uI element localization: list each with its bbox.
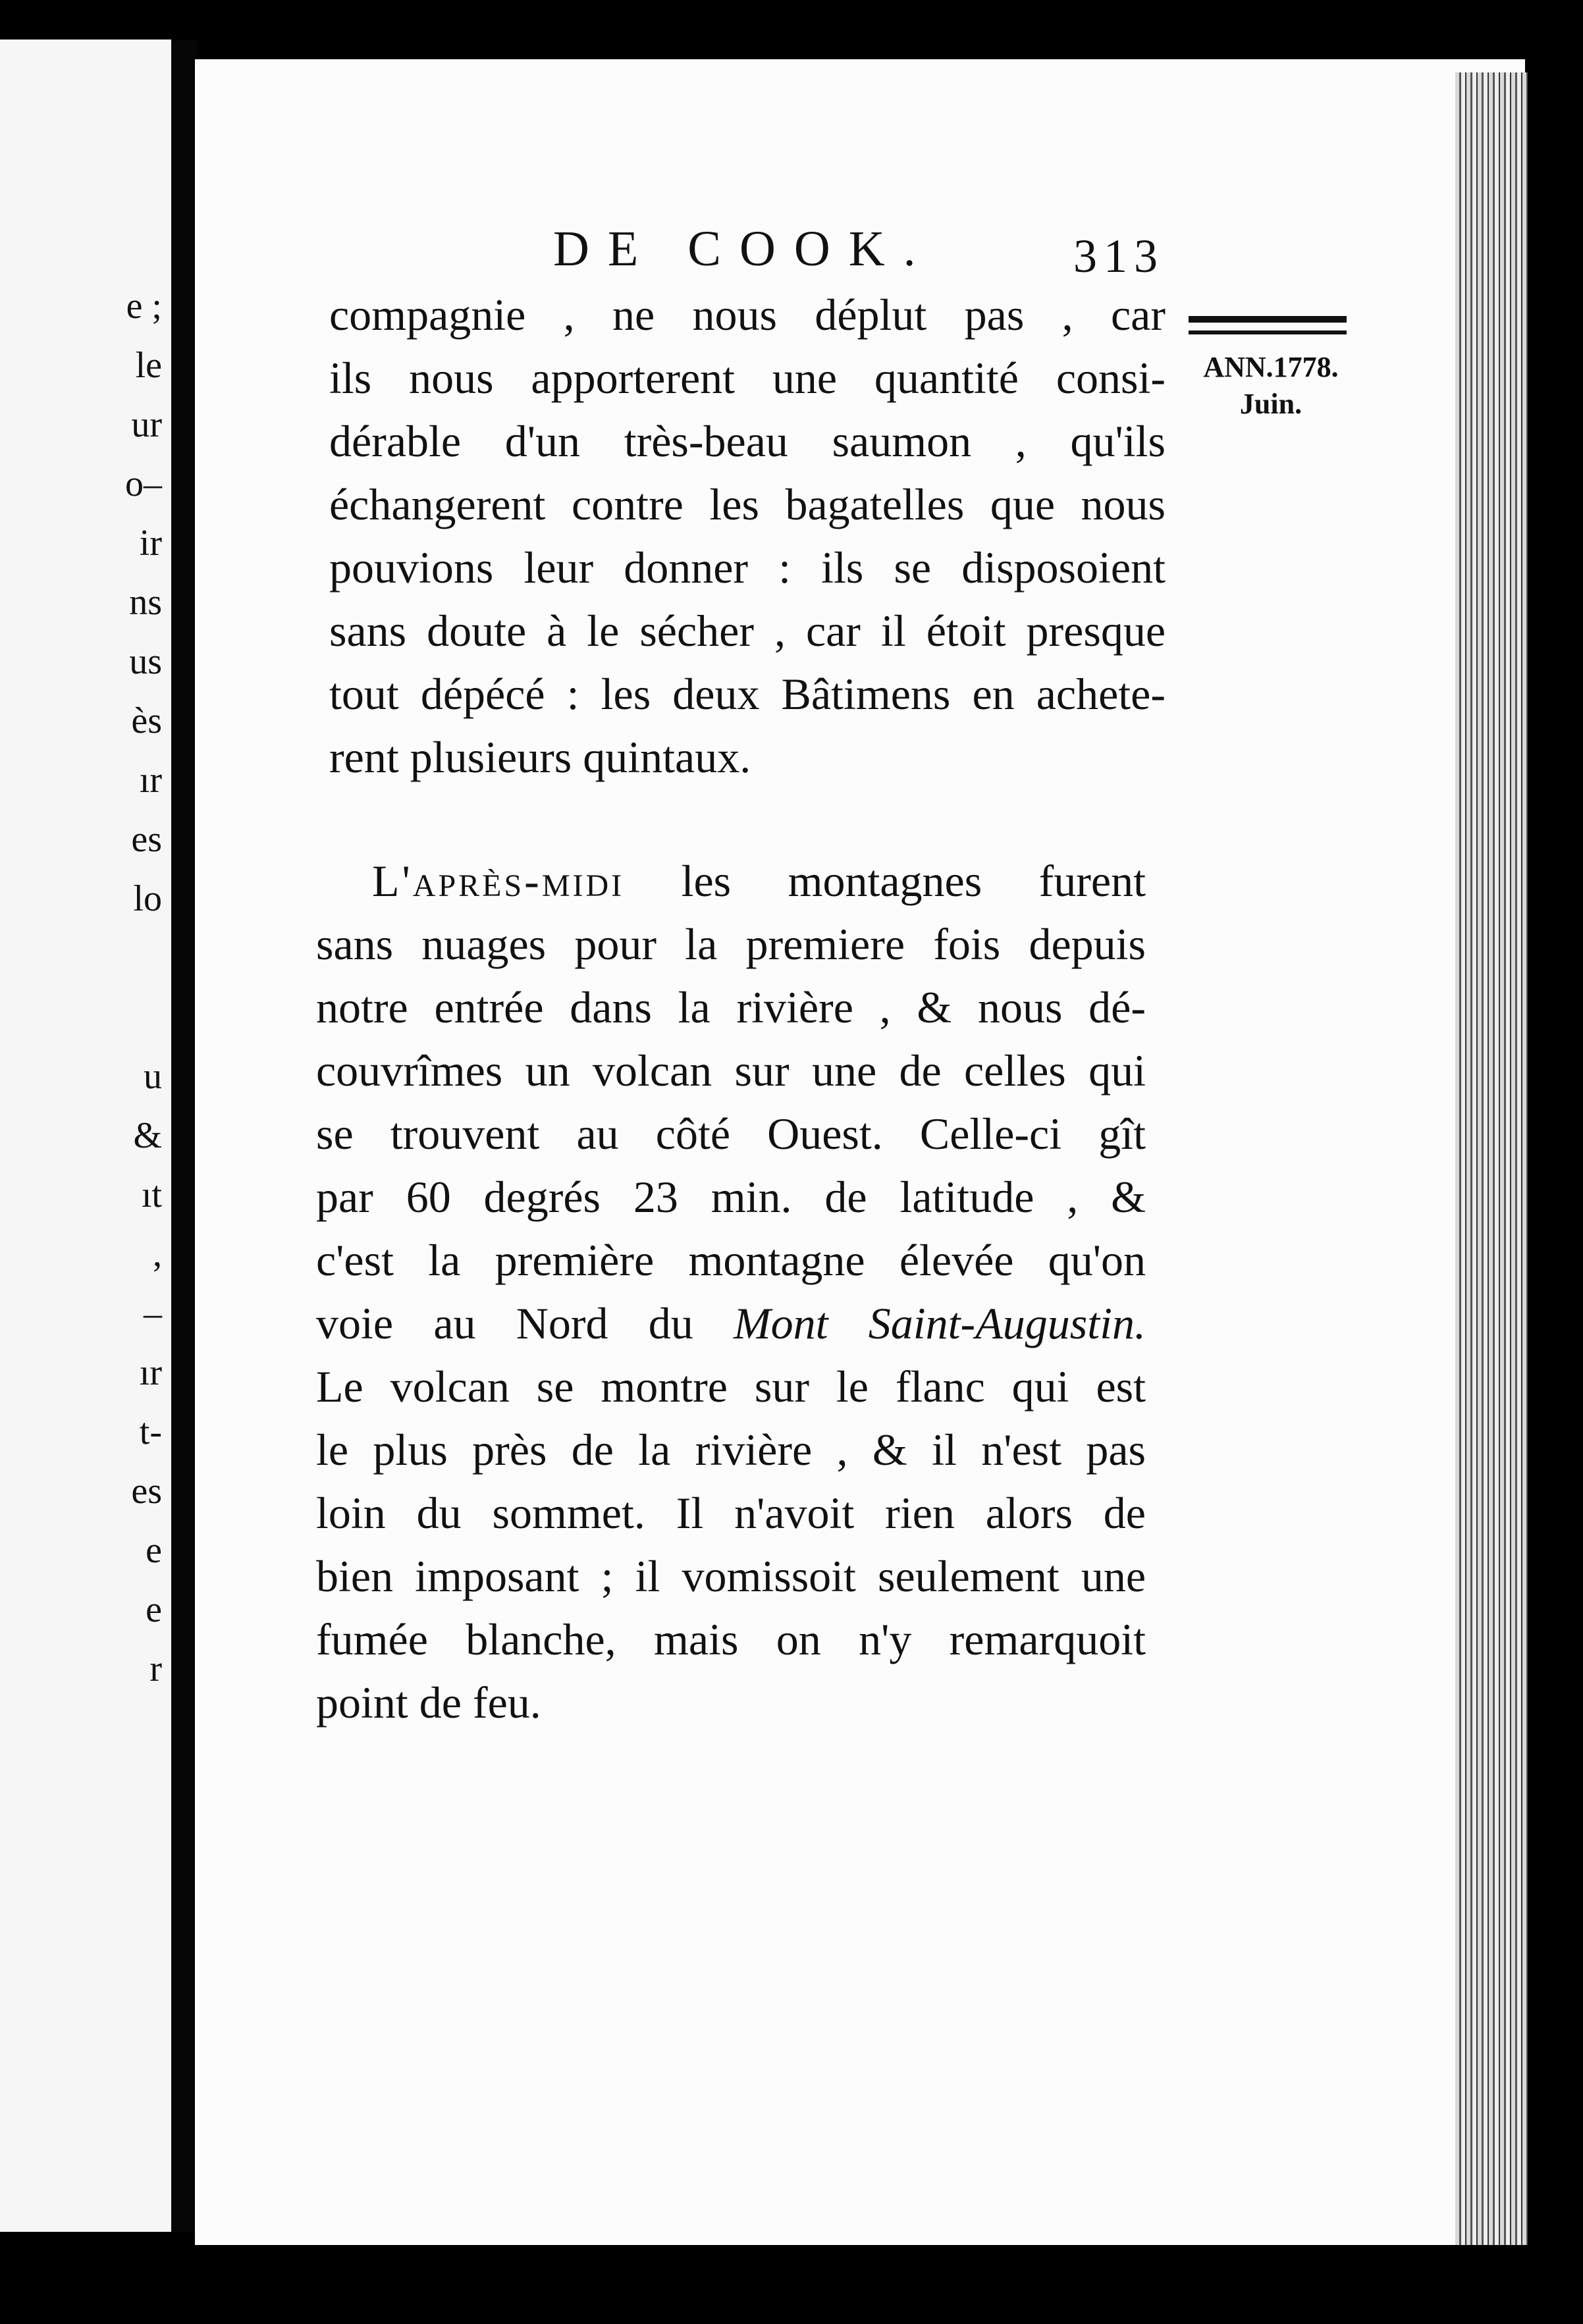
line-rest: les montagnes furent — [624, 856, 1146, 906]
fragment: es — [131, 1471, 162, 1512]
text-line — [316, 849, 1146, 912]
fragment — [125, 928, 162, 988]
text-line: couvrîmes un volcan sur une de celles qui — [316, 1045, 1146, 1096]
place-name: Mont Saint-Augustin. — [733, 1298, 1146, 1348]
text-line: loin du sommet. Il n'avoit rien alors de — [316, 1488, 1146, 1538]
paragraph-lead: L'après-midi — [372, 856, 625, 906]
text-line: échangerent contre les bagatelles que nous — [329, 479, 1166, 529]
fragment: ir — [139, 523, 162, 564]
text-line: sans doute à le sécher , car il étoit presque — [329, 606, 1166, 656]
fragment: ns — [129, 582, 162, 623]
fragment: ır — [139, 1352, 162, 1393]
fragment: us — [129, 641, 162, 682]
text-line: par 60 degrés 23 min. de latitude , & — [316, 1172, 1146, 1222]
text-line: compagnie , ne nous déplut pas , car — [329, 290, 1166, 340]
margin-note — [1185, 349, 1356, 423]
text-line: pouvions leur donner : ils se disposoient — [329, 542, 1166, 593]
text-line — [316, 1292, 1146, 1355]
margin-note-month: Juin. — [1239, 388, 1302, 420]
page-edges — [1455, 72, 1528, 2245]
text-line: rent plusieurs quintaux. — [329, 732, 751, 782]
fragment: es — [131, 819, 162, 860]
text-line: bien imposant ; il vomissoit seulement une — [316, 1551, 1146, 1601]
fragment: e — [146, 1589, 162, 1630]
running-head: DE COOK. — [553, 221, 934, 277]
page-number: 313 — [1073, 230, 1164, 282]
fragment: o– — [125, 463, 162, 504]
text-line: notre entrée dans la rivière , & nous dé- — [316, 982, 1146, 1032]
fragment: – — [144, 1293, 162, 1334]
text-line: Le volcan se montre sur le flanc qui est — [316, 1361, 1146, 1412]
paragraph-2 — [316, 849, 1146, 1734]
text-line: fumée blanche, mais on n'y remarquoit — [316, 1614, 1146, 1664]
text-line: point de feu. — [316, 1677, 541, 1728]
fragment: r — [149, 1649, 162, 1689]
fragment: & — [133, 1115, 162, 1156]
text-line: c'est la première montagne élevée qu'on — [316, 1235, 1146, 1285]
fragment: t- — [139, 1412, 162, 1452]
fragment — [125, 988, 162, 1047]
text-line: se trouvent au côté Ouest. Celle-ci gît — [316, 1109, 1146, 1159]
text-line: le plus près de la rivière , & il n'est pas — [316, 1425, 1146, 1475]
text-line: dérable d'un très-beau saumon , qu'ils — [329, 416, 1166, 466]
fragment: e — [146, 1530, 162, 1571]
fragment: ès — [131, 700, 162, 741]
book-gutter — [171, 40, 198, 2232]
fragment: e ; — [126, 286, 162, 327]
margin-note-year: ANN.1778. — [1203, 351, 1339, 383]
text-line: sans nuages pour la premiere fois depuis — [316, 919, 1146, 969]
fragment: lo — [133, 878, 162, 919]
paragraph-1 — [329, 283, 1166, 789]
fragment: ur — [131, 404, 162, 445]
line-text: voie au Nord du — [316, 1298, 734, 1348]
text-line: tout dépécé : les deux Bâtimens en achete- — [329, 669, 1166, 719]
text-line: ils nous apporterent une quantité consi- — [329, 353, 1166, 403]
fragment: u — [144, 1056, 162, 1097]
left-page — [0, 40, 173, 2232]
fragment: ır — [139, 760, 162, 801]
left-page-fragments — [125, 277, 162, 1699]
fragment: ıt — [141, 1175, 162, 1215]
fragment: le — [135, 345, 162, 386]
margin-rule — [1189, 316, 1347, 334]
fragment: , — [153, 1234, 162, 1275]
